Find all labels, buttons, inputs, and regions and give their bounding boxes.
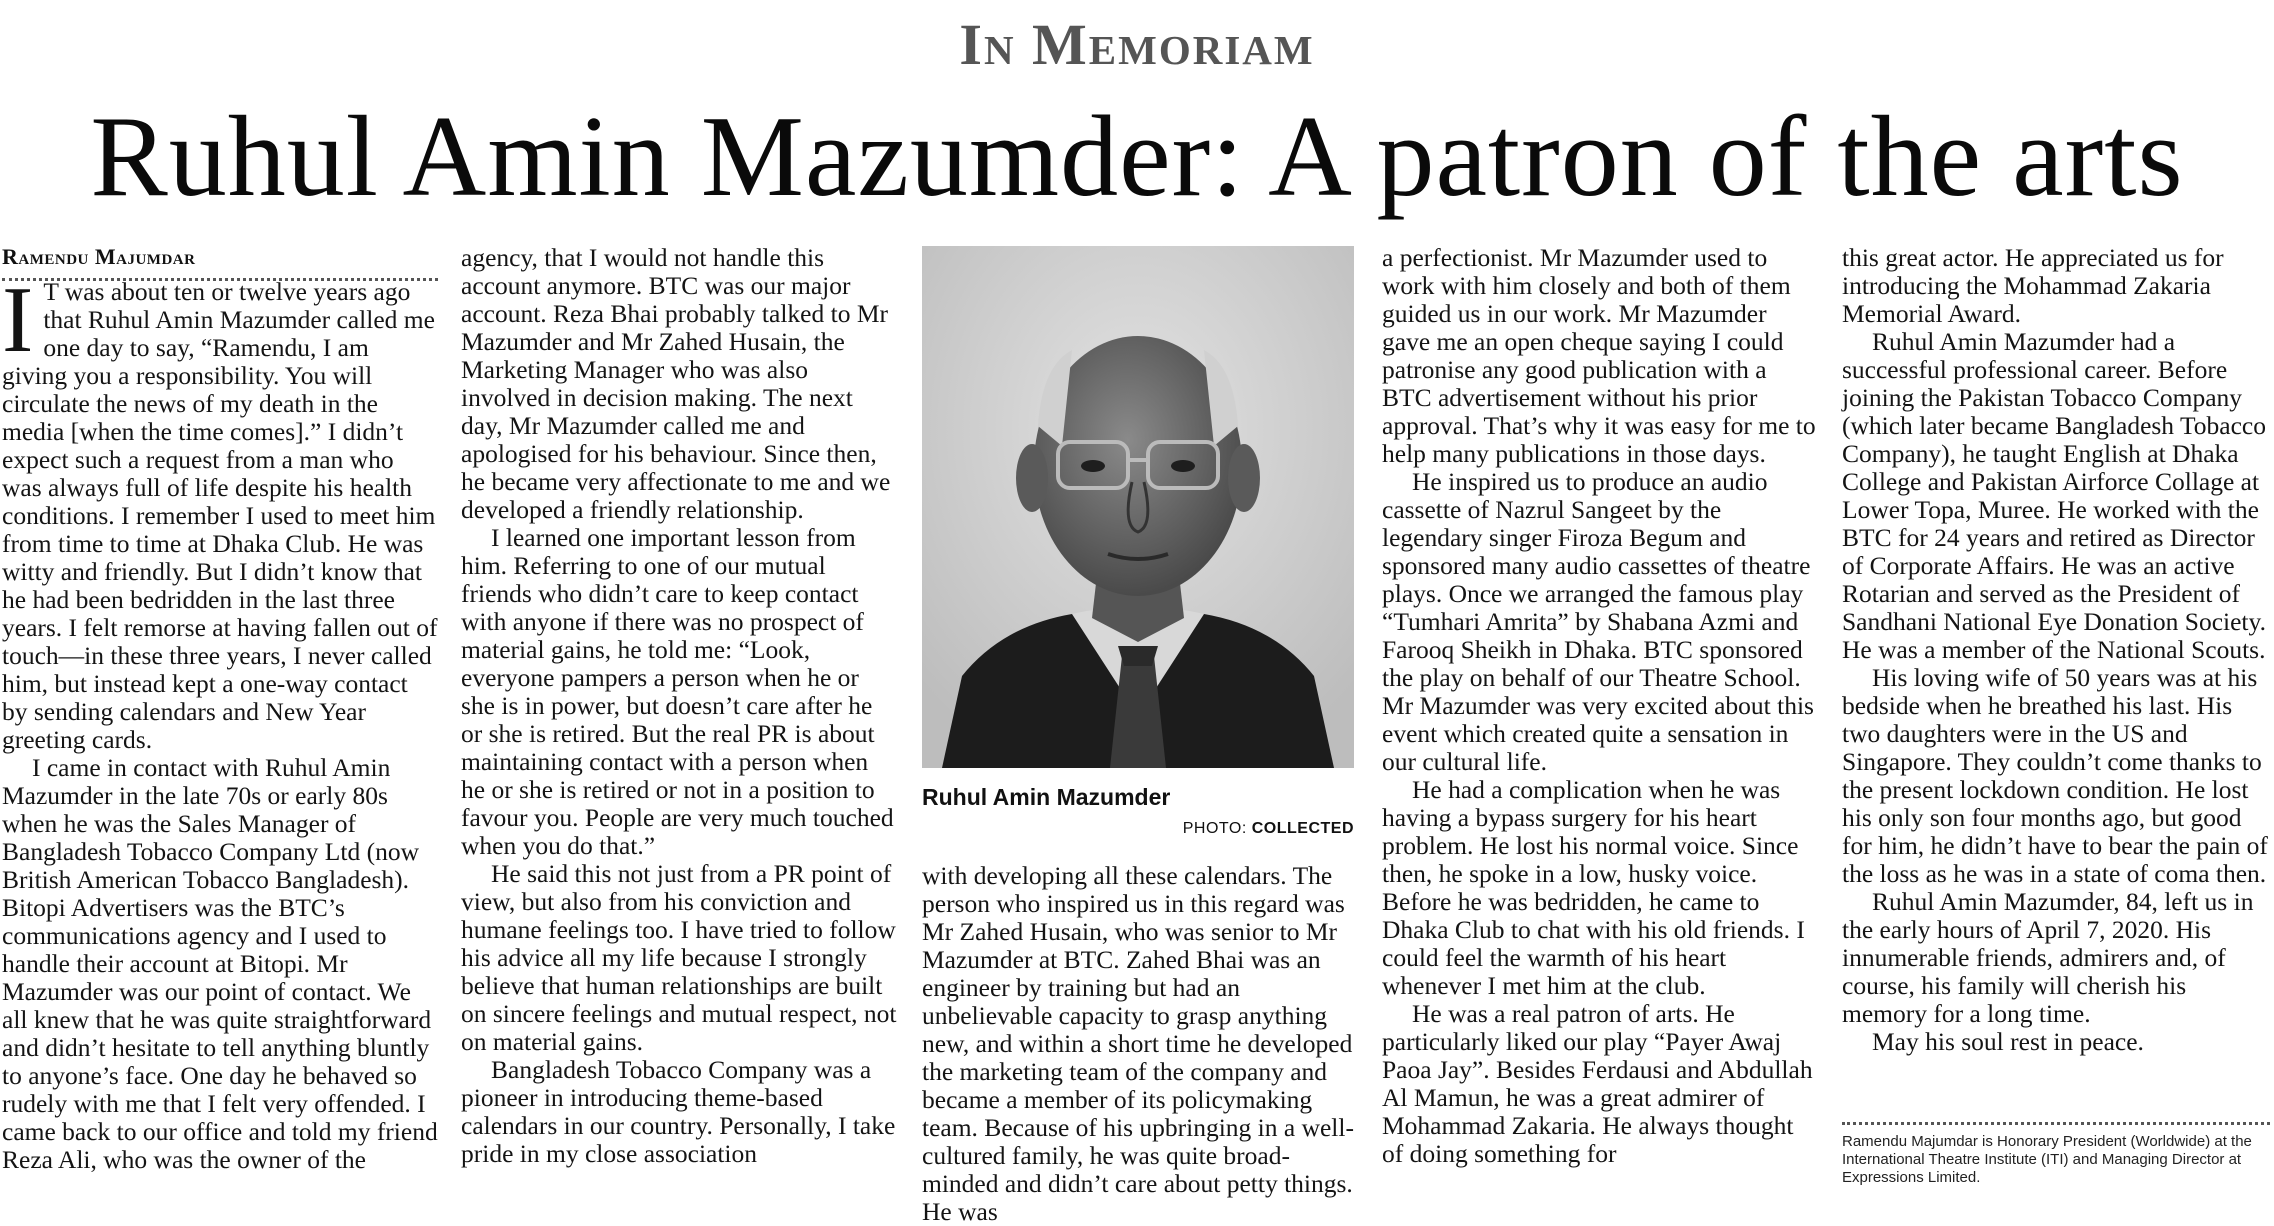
paragraph: His loving wife of 50 years was at his bedside when he breathed his last. His two daughters were in the US and Singapore. They couldn’t come thanks to the present lockdown condition. He lost his only son four months ago, but good for him, he didn’t have to bear the pain of the loss as he was in a state of coma then. xyxy=(1842,663,2268,888)
photo-caption: Ruhul Amin Mazumder xyxy=(922,784,1171,810)
paragraph: He was a real patron of arts. He particularly liked our play “Payer Awaj Paoa Jay”. Besides Ferdausi and Abdullah Al Mamun, he was a great admirer of Mohammad Zakaria. He always thought of doing something for xyxy=(1382,999,1813,1168)
paragraph: I T was about ten or twelve years ago that Ruhul Amin Mazumder called me one day to say, “Ramendu, I am giving you a responsibility. You will circulate the news of my death in the media [when the time comes].” I didn’t expect such a request from a man who was always full of life despite his health conditions. I remember I used to meet him from time to time at Dhaka Club. He was witty and friendly. But I didn’t know that he had been bedridden in the last three years. I felt remorse at having fallen out of touch—in these three years, I never called him, but instead kept a one-way contact by sending calendars and New Year greeting cards. xyxy=(2,268,438,754)
author-bio: Ramendu Majumdar is Honorary President (Worldwide) at the International Theatre Institute (ITI) and Managing Director at Expressions Limited. xyxy=(1842,1122,2270,1187)
paragraph: I learned one important lesson from him. Referring to one of our mutual friends who didn’t care to keep contact with anyone if there was no prospect of material gains, he told me: “Look, everyone pampers a person when he or she is in power, but doesn’t care after he or she is retired. But the real PR is about maintaining contact with a person when he or she is retired or not in a position to favour you. People are very much touched when you do that.” xyxy=(461,523,894,860)
paragraph: Ruhul Amin Mazumder had a successful professional career. Before joining the Pakistan Tobacco Company (which later became Bangladesh Tobacco Company), he taught English at Dhaka College and Pakistan Airforce Collage at Lower Topa, Muree. He worked with the BTC for 24 years and retired as Director of Corporate Affairs. He was an active Rotarian and served as the President of Sandhani National Eye Donation Society. He was a member of the National Scouts. xyxy=(1842,327,2266,664)
paragraph: May his soul rest in peace. xyxy=(1872,1027,2144,1056)
paragraph: this great actor. He appreciated us for introducing the Mohammad Zakaria Memorial Award. xyxy=(1842,243,2224,328)
article-column-4 xyxy=(1382,244,1818,1168)
paragraph: agency, that I would not handle this account anymore. BTC was our major account. Reza Bhai probably talked to Mr Mazumder and Mr Zahed Husain, the Marketing Manager who was also involved in decision making. The next day, Mr Mazumder called me and apologised for his behaviour. Since then, he became very affectionate to me and we developed a friendly relationship. xyxy=(461,243,891,524)
drop-cap: I xyxy=(2,268,34,372)
portrait-photo xyxy=(922,246,1354,768)
paragraph: Ruhul Amin Mazumder, 84, left us in the early hours of April 7, 2020. His innumerable friends, admirers and, of course, his family will cherish his memory for a long time. xyxy=(1842,887,2254,1028)
article-headline: Ruhul Amin Mazumder: A patron of the arts xyxy=(90,93,2184,221)
paragraph: He said this not just from a PR point of view, but also from his conviction and humane feelings too. I have tried to follow his advice all my life because I strongly believe that human relationships are built on sincere feelings and mutual respect, not on material gains. xyxy=(461,859,897,1056)
article-column-1 xyxy=(2,268,438,1174)
article-column-2 xyxy=(461,244,897,1168)
portrait-illustration xyxy=(922,246,1354,768)
section-kicker: In Memoriam xyxy=(959,12,1315,77)
photo-credit: PHOTO: COLLECTED xyxy=(1182,820,1354,837)
article-column-3 xyxy=(922,862,1358,1226)
paragraph: with developing all these calendars. The person who inspired us in this regard was Mr Zahed Husain, who was senior to Mr Mazumder at BTC. Zahed Bhai was an engineer by training but had an unbelievable capacity to grasp anything new, and within a short time he developed the marketing team of the company and became a member of its policymaking team. Because of his upbringing in a well-cultured family, he was quite broad-minded and didn’t care about petty things. He was xyxy=(922,861,1354,1226)
paragraph: Bangladesh Tobacco Company was a pioneer in introducing theme-based calendars in our country. Personally, I take pride in my close association xyxy=(461,1055,896,1168)
paragraph: I came in contact with Ruhul Amin Mazumder in the late 70s or early 80s when he was the Sales Manager of Bangladesh Tobacco Company Ltd (now British American Tobacco Bangladesh). Bitopi Advertisers was the BTC’s communications agency and I used to handle their account at Bitopi. Mr Mazumder was our point of contact. We all knew that he was quite straightforward and didn’t hesitate to tell anything bluntly to anyone’s face. One day he behaved so rudely with me that I felt very offended. I came back to our office and told my friend Reza Ali, who was the owner of the xyxy=(2,753,438,1174)
article-column-5 xyxy=(1842,244,2270,1056)
paragraph: a perfectionist. Mr Mazumder used to work with him closely and both of them guided us in our work. Mr Mazumder gave me an open cheque saying I could patronise any good publication with a BTC advertisement without his prior approval. That’s why it was easy for me to help many publications in those days. xyxy=(1382,243,1816,468)
paragraph: He inspired us to produce an audio cassette of Nazrul Sangeet by the legendary singer Firoza Begum and sponsored many audio cassettes of theatre plays. Once we arranged the famous play “Tumhari Amrita” by Shabana Azmi and Farooq Sheikh in Dhaka. BTC sponsored the play on behalf of our Theatre School. Mr Mazumder was very excited about this event which created quite a sensation in our cultural life. xyxy=(1382,467,1814,776)
byline: Ramendu Majumdar xyxy=(2,244,438,281)
paragraph: He had a complication when he was having a bypass surgery for his heart problem. He lost his normal voice. Since then, he spoke in a low, husky voice. Before he was bedridden, he came to Dhaka Club to chat with his old friends. I could feel the warmth of his heart whenever I met him at the club. xyxy=(1382,775,1805,1000)
